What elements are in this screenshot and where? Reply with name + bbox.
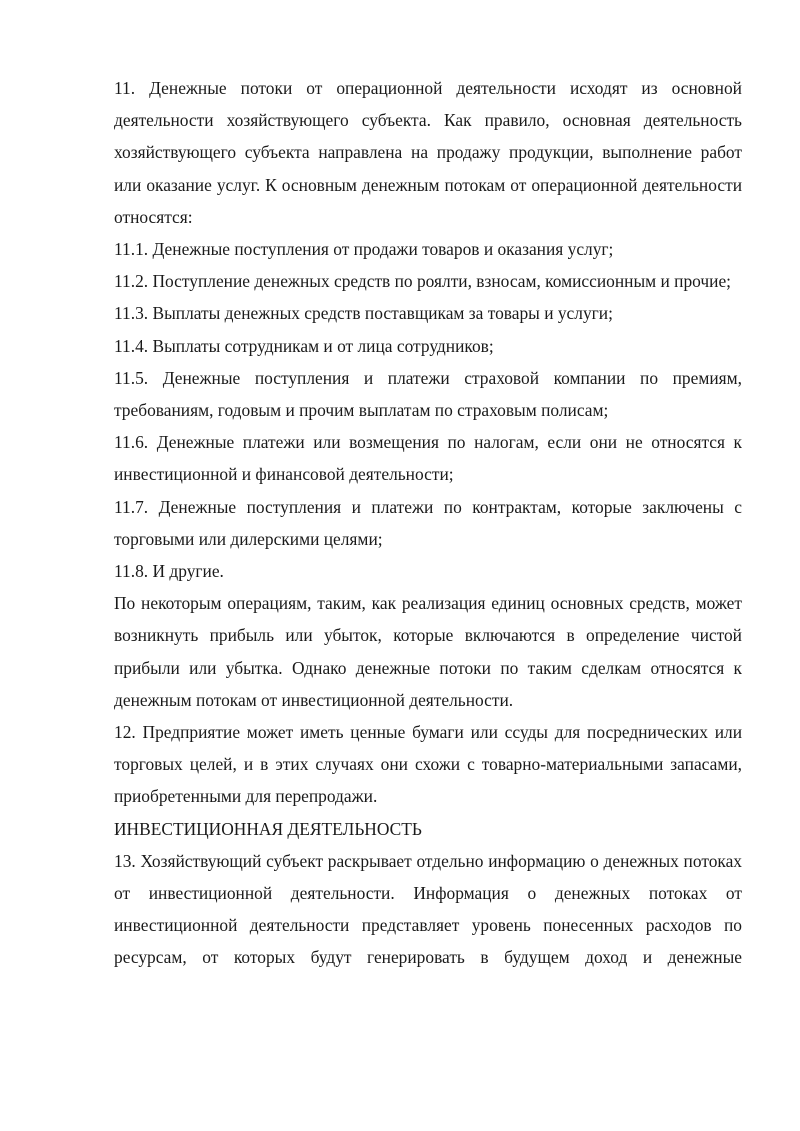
paragraph-11-4: 11.4. Выплаты сотрудникам и от лица сотрудников;	[114, 335, 494, 356]
paragraph-12: 12. Предприятие может иметь ценные бумаги или ссуды для посреднических или торговых целей, и в этих случаях они схожи с товарно-материальными запасами, приобретенными для перепродажи.	[114, 722, 742, 807]
paragraph-11-2: 11.2. Поступление денежных средств по роялти, взносам, комиссионным и прочие;	[114, 271, 732, 292]
paragraph-11: 11. Денежные потоки от операционной деятельности исходят из основной деятельности хозяйствующего субъекта. Как правило, основная деятельность хозяйствующего субъекта направлена на продажу продукции, выполнение работ или оказание услуг. К основным денежным потокам от операционной деятельности относятся:	[114, 78, 742, 227]
paragraph-11-8: 11.8. И другие.	[114, 561, 224, 582]
paragraph-11-5: 11.5. Денежные поступления и платежи страховой компании по премиям, требованиям, годовым и прочим выплатам по страховым полисам;	[114, 367, 742, 421]
paragraph-11-1: 11.1. Денежные поступления от продажи товаров и оказания услуг;	[114, 239, 614, 260]
document-body	[114, 72, 742, 974]
paragraph-note: По некоторым операциям, таким, как реализация единиц основных средств, может возникнуть прибыль или убыток, которые включаются в определение чистой прибыли или убытка. Однако денежные потоки по таким сделкам относятся к денежным потокам от инвестиционной деятельности.	[114, 593, 742, 710]
section-heading: ИНВЕСТИЦИОННАЯ ДЕЯТЕЛЬНОСТЬ	[114, 818, 422, 839]
paragraph-11-7: 11.7. Денежные поступления и платежи по контрактам, которые заключены с торговыми или дилерскими целями;	[114, 496, 742, 549]
paragraph-13: 13. Хозяйствующий субъект раскрывает отдельно информацию о денежных потоках от инвестиционной деятельности. Информация о денежных потоках от инвестиционной деятельности представляет уровень понесенных расходов по ресурсам, от которых будут генерировать в будущем доход и денежные	[114, 850, 742, 968]
paragraph-11-6: 11.6. Денежные платежи или возмещения по налогам, если они не относятся к инвестиционной и финансовой деятельности;	[114, 432, 742, 485]
paragraph-11-3: 11.3. Выплаты денежных средств поставщикам за товары и услуги;	[114, 303, 613, 324]
